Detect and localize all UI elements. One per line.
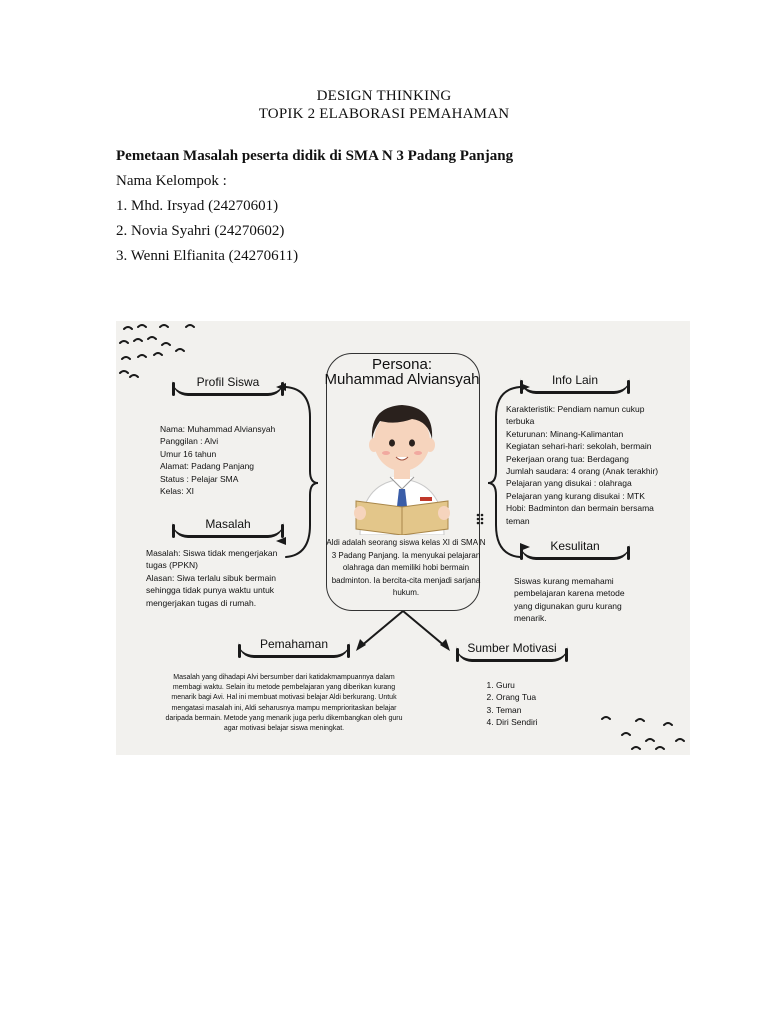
profil-line: Kelas: XI (160, 486, 195, 497)
pemahaman-line: menarik bagi Avi. Hal ini membuat motivasi belajar Aldi berkurang. Untuk (171, 694, 397, 702)
pemahaman-line: mengatasi masalah ini, Aldi seharusnya mampu memprioritaskan belajar (171, 704, 397, 712)
persona-mindmap-figure (116, 321, 690, 755)
info-line: Keturunan: Minang-Kalimantan (506, 428, 624, 439)
masalah-heading: Masalah (172, 517, 284, 538)
profil-siswa-list (160, 423, 275, 497)
motivasi-item: 3. Teman (496, 704, 538, 716)
persona-name: Muhammad Alviansyah (324, 371, 480, 388)
motivasi-item: 2. Orang Tua (496, 691, 538, 703)
member-3: 3. Wenni Elfianita (24270611) (116, 248, 299, 264)
student-avatar-illustration (346, 389, 458, 535)
profil-line: Nama: Muhammad Alviansyah (160, 424, 276, 434)
masalah-line: tugas (PPKN) (146, 560, 198, 571)
info-line: terbuka (506, 416, 535, 427)
motivasi-item: 4. Diri Sendiri (496, 716, 538, 728)
info-line: Kegiatan sehari-hari: sekolah, bermain (506, 441, 652, 452)
group-label: Nama Kelompok : (116, 173, 227, 189)
kesulitan-line: Siswas kurang memahami (514, 576, 614, 586)
info-line: teman (506, 515, 530, 526)
pemahaman-line: daripada bermain. Metode yang menarik juga perlu dikembangkan oleh guru (165, 714, 403, 722)
kesulitan-line: menarik. (514, 613, 547, 624)
kesulitan-line: yang digunakan guru kurang (514, 600, 622, 611)
persona-title (316, 357, 488, 387)
info-line: Hobi: Badminton dan bermain bersama (506, 503, 654, 514)
document-title: DESIGN THINKING (316, 88, 452, 104)
pemahaman-line: agar motivasi belajar siswa meningkat. (223, 725, 345, 733)
pemahaman-text (144, 673, 424, 734)
member-2: 2. Novia Syahri (24270602) (116, 223, 285, 239)
kesulitan-line: pembelajaran karena metode (514, 588, 625, 599)
kesulitan-heading: Kesulitan (520, 539, 630, 560)
masalah-line: Alasan: Siwa terlalu sibuk bermain (146, 572, 276, 583)
persona-label: Persona: (371, 356, 433, 373)
masalah-line: sehingga tidak punya waktu untuk (146, 585, 275, 596)
member-1: 1. Mhd. Irsyad (24270601) (116, 198, 279, 214)
kesulitan-list (514, 575, 625, 625)
masalah-line: Masalah: Siswa tidak mengerjakan (146, 548, 278, 558)
info-line: Jumlah saudara: 4 orang (Anak terakhir) (506, 466, 659, 477)
persona-description: Aldi adalah seorang siswa kelas XI di SMA N 3 Padang Panjang. Ia menyukai pelajaran olahraga dan memiliki hobi bermain badminton. Ia bercita-cita menjadi sarjana hukum. (326, 538, 486, 598)
sumber-motivasi-heading: Sumber Motivasi (456, 641, 568, 662)
pemahaman-line: membagi waktu. Selain itu metode pembelajaran yang diberikan kurang (172, 684, 396, 692)
document-subtitle: TOPIK 2 ELABORASI PEMAHAMAN (258, 106, 510, 122)
info-line: Pelajaran yang kurang disukai : MTK (506, 490, 645, 501)
profil-line: Alamat: Padang Panjang (160, 461, 255, 472)
profil-line: Status : Pelajar SMA (160, 473, 239, 484)
info-lain-heading: Info Lain (520, 373, 630, 394)
profil-line: Panggilan : Alvi (160, 436, 219, 447)
masalah-line: mengerjakan tugas di rumah. (146, 597, 257, 608)
pemahaman-heading: Pemahaman (238, 637, 350, 658)
info-line: Karakteristik: Pendiam namun cukup (506, 404, 645, 414)
pemahaman-line: Masalah yang dihadapi Alvi bersumber dari katidakmampuannya dalam (173, 674, 395, 681)
profil-siswa-heading: Profil Siswa (172, 375, 284, 396)
info-line: Pekerjaan orang tua: Berdagang (506, 453, 629, 464)
info-line: Pelajaran yang disukai : olahraga (506, 478, 632, 489)
info-lain-list (506, 403, 658, 527)
profil-line: Umur 16 tahun (160, 448, 217, 459)
motivasi-item: 1. Guru (496, 679, 538, 691)
section-heading: Pemetaan Masalah peserta didik di SMA N 3 Padang Panjang (116, 148, 514, 164)
sumber-motivasi-list (482, 679, 538, 729)
masalah-list (146, 547, 277, 609)
